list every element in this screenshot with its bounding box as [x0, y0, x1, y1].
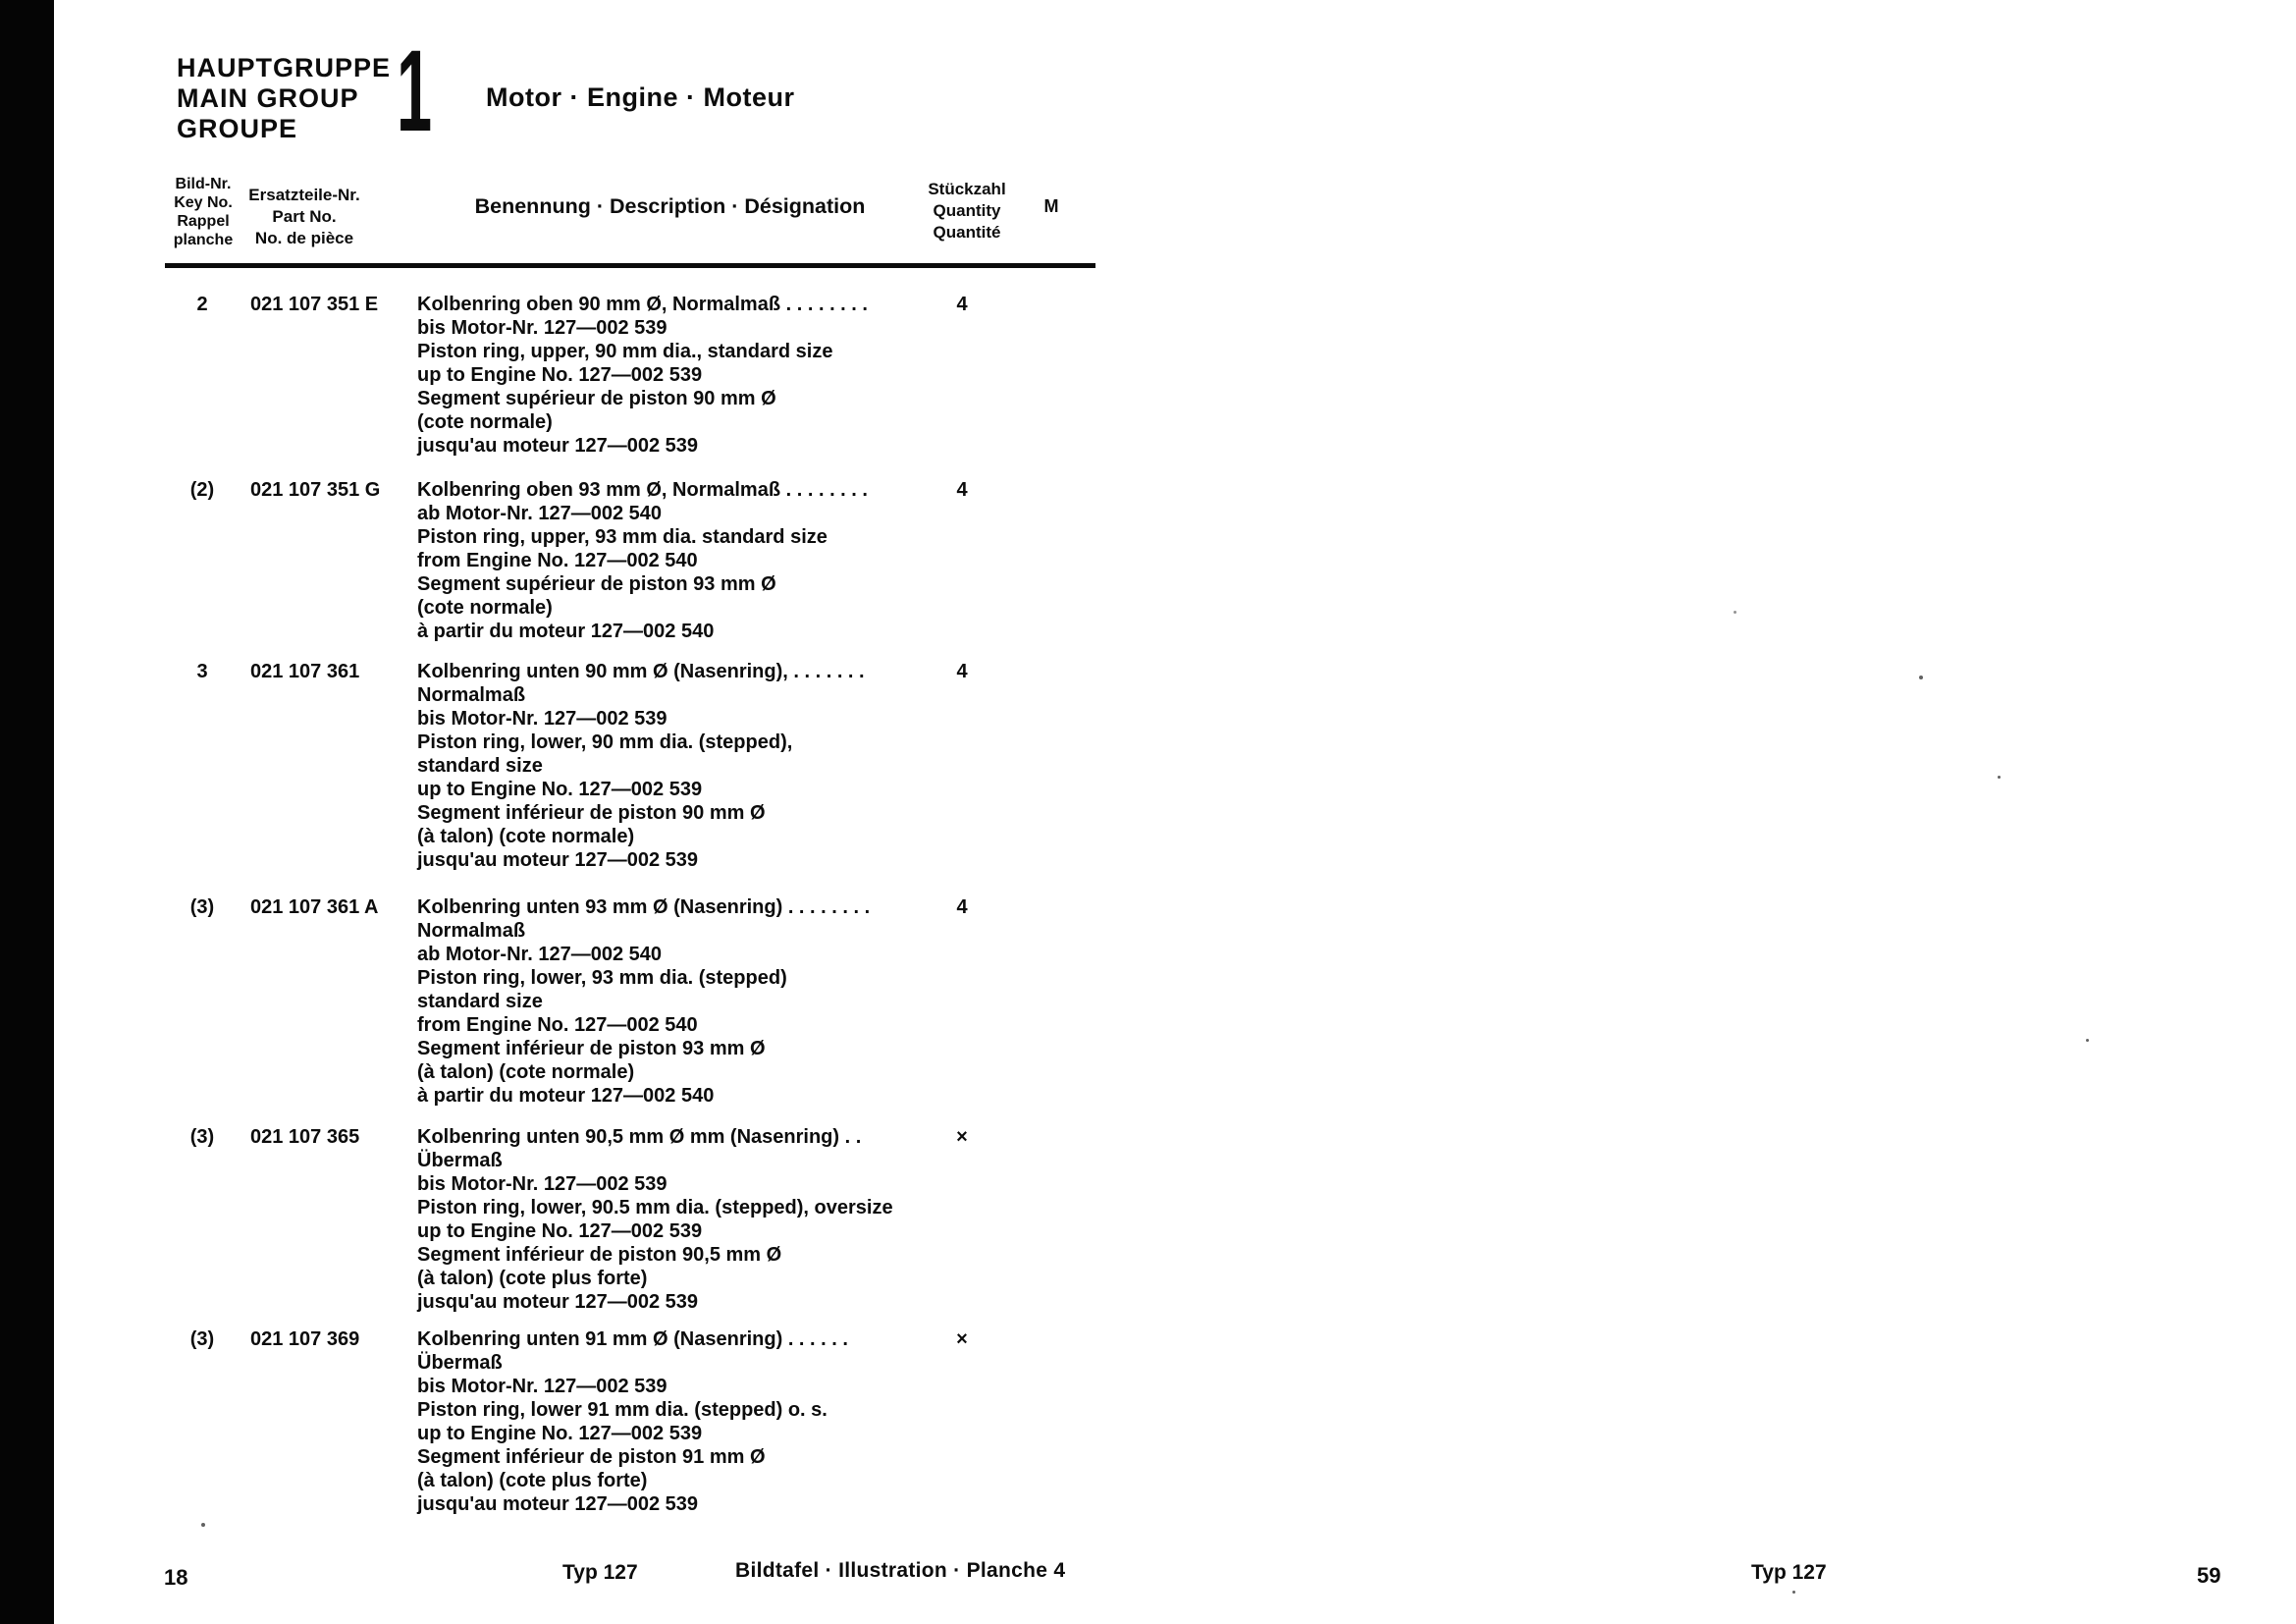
description-line: Kolbenring unten 93 mm Ø (Nasenring) . . . . . . . .: [417, 896, 871, 918]
column-header-key-line: Bild-Nr.: [175, 176, 232, 192]
table-header-rule: [165, 263, 1095, 268]
part-number-cell: 021 107 361: [250, 661, 360, 682]
column-header-m: M: [1043, 196, 1059, 216]
page-number-left: 18: [164, 1565, 188, 1590]
column-header-part-line: Ersatzteile-Nr.: [248, 186, 360, 204]
description-line: Übermaß: [417, 1150, 503, 1171]
description-cell: [417, 1125, 967, 1314]
description-line: Kolbenring unten 91 mm Ø (Nasenring) . . . . . .: [417, 1328, 848, 1350]
key-number-cell: (3): [189, 1328, 215, 1350]
key-number-cell: 3: [196, 661, 208, 682]
description-line: up to Engine No. 127—002 539: [417, 364, 703, 386]
key-number-cell: (3): [189, 1126, 215, 1148]
scan-speck: [2086, 1039, 2089, 1042]
description-line: Piston ring, upper, 93 mm dia. standard size: [417, 526, 828, 548]
description-line: ab Motor-Nr. 127—002 540: [417, 944, 662, 965]
main-group-label-fr: GROUPE: [177, 114, 298, 143]
part-number-cell: 021 107 351 G: [250, 479, 381, 501]
description-line: Segment inférieur de piston 90 mm Ø: [417, 802, 766, 824]
description-cell: [417, 478, 967, 643]
group-title: Motor · Engine · Moteur: [486, 82, 795, 112]
description-line: à partir du moteur 127—002 540: [417, 1085, 715, 1107]
model-label-left: Typ 127: [562, 1561, 638, 1584]
description-line: Segment supérieur de piston 90 mm Ø: [417, 388, 776, 409]
description-line: Segment supérieur de piston 93 mm Ø: [417, 573, 776, 595]
description-cell: [417, 293, 967, 458]
description-line: from Engine No. 127—002 540: [417, 1014, 698, 1036]
description-line: à partir du moteur 127—002 540: [417, 621, 715, 642]
scan-speck: [201, 1523, 205, 1527]
description-line: Kolbenring unten 90,5 mm Ø mm (Nasenring) . .: [417, 1126, 862, 1148]
main-group-label-en: MAIN GROUP: [177, 83, 359, 113]
description-line: Normalmaß: [417, 684, 526, 706]
key-number-cell: 2: [196, 294, 208, 315]
plate-caption: Bildtafel · Illustration · Planche 4: [735, 1559, 1066, 1582]
column-header-quantity: [913, 179, 1021, 244]
description-line: jusqu'au moteur 127—002 539: [417, 435, 698, 457]
column-header-quantity-line: Stückzahl: [928, 180, 1006, 198]
description-line: Piston ring, upper, 90 mm dia., standard size: [417, 341, 833, 362]
quantity-cell: 4: [956, 661, 968, 682]
scan-speck: [1792, 1591, 1795, 1594]
description-line: (cote normale): [417, 597, 553, 619]
column-header-key-number: [165, 175, 241, 249]
description-line: Kolbenring oben 90 mm Ø, Normalmaß . . . . . . . .: [417, 294, 868, 315]
column-header-key-line: Key No.: [174, 194, 233, 211]
column-header-description: Benennung · Description · Désignation: [474, 194, 866, 218]
description-line: up to Engine No. 127—002 539: [417, 779, 703, 800]
description-line: Kolbenring oben 93 mm Ø, Normalmaß . . . . . . . .: [417, 479, 868, 501]
description-line: Segment inférieur de piston 91 mm Ø: [417, 1446, 766, 1468]
description-line: (à talon) (cote plus forte): [417, 1268, 648, 1289]
description-line: Kolbenring unten 90 mm Ø (Nasenring), . . . . . . .: [417, 661, 865, 682]
main-group-label: [177, 53, 391, 144]
description-line: jusqu'au moteur 127—002 539: [417, 1291, 698, 1313]
description-line: up to Engine No. 127—002 539: [417, 1220, 703, 1242]
part-number-cell: 021 107 365: [250, 1126, 360, 1148]
description-line: jusqu'au moteur 127—002 539: [417, 849, 698, 871]
part-number-cell: 021 107 361 A: [250, 896, 379, 918]
quantity-cell: ×: [956, 1126, 968, 1148]
description-line: standard size: [417, 991, 543, 1012]
quantity-cell: 4: [956, 294, 968, 315]
quantity-cell: 4: [956, 896, 968, 918]
scan-speck: [1919, 676, 1923, 679]
column-header-part-line: Part No.: [272, 207, 337, 226]
description-line: Piston ring, lower, 90 mm dia. (stepped),: [417, 731, 793, 753]
description-line: Piston ring, lower, 90.5 mm dia. (stepped), oversize: [417, 1197, 893, 1218]
column-header-quantity-line: Quantity: [933, 201, 1001, 220]
description-line: Piston ring, lower, 93 mm dia. (stepped): [417, 967, 787, 989]
description-cell: [417, 895, 967, 1108]
scan-speck: [1998, 776, 2001, 779]
description-cell: [417, 1327, 967, 1516]
model-label-right: Typ 127: [1751, 1561, 1827, 1584]
column-header-part-number: [234, 185, 375, 249]
column-header-key-line: planche: [173, 232, 234, 248]
column-header-quantity-line: Quantité: [933, 223, 1001, 242]
description-line: (à talon) (cote plus forte): [417, 1470, 648, 1491]
quantity-cell: 4: [956, 479, 968, 501]
description-line: bis Motor-Nr. 127—002 539: [417, 317, 667, 339]
description-line: Übermaß: [417, 1352, 503, 1374]
description-line: bis Motor-Nr. 127—002 539: [417, 1376, 667, 1397]
description-line: jusqu'au moteur 127—002 539: [417, 1493, 698, 1515]
description-line: bis Motor-Nr. 127—002 539: [417, 708, 667, 730]
description-line: from Engine No. 127—002 540: [417, 550, 698, 571]
quantity-cell: ×: [956, 1328, 968, 1350]
description-line: Normalmaß: [417, 920, 526, 942]
page-number-right: 59: [2197, 1563, 2221, 1588]
description-cell: [417, 660, 967, 872]
main-group-number: 1: [397, 27, 433, 156]
description-line: Segment inférieur de piston 93 mm Ø: [417, 1038, 766, 1059]
key-number-cell: (3): [189, 896, 215, 918]
description-line: (à talon) (cote normale): [417, 1061, 635, 1083]
description-line: Piston ring, lower 91 mm dia. (stepped) o. s.: [417, 1399, 828, 1421]
scan-speck: [1734, 611, 1736, 614]
description-line: Segment inférieur de piston 90,5 mm Ø: [417, 1244, 782, 1266]
description-line: bis Motor-Nr. 127—002 539: [417, 1173, 667, 1195]
column-header-key-line: Rappel: [177, 213, 230, 230]
description-line: ab Motor-Nr. 127—002 540: [417, 503, 662, 524]
description-line: (cote normale): [417, 411, 553, 433]
part-number-cell: 021 107 351 E: [250, 294, 379, 315]
description-line: up to Engine No. 127—002 539: [417, 1423, 703, 1444]
part-number-cell: 021 107 369: [250, 1328, 360, 1350]
column-header-part-line: No. de pièce: [254, 229, 354, 247]
scan-edge-black-bar: [0, 0, 54, 1624]
main-group-label-de: HAUPTGRUPPE: [177, 53, 392, 82]
description-line: (à talon) (cote normale): [417, 826, 635, 847]
description-line: standard size: [417, 755, 543, 777]
key-number-cell: (2): [189, 479, 215, 501]
